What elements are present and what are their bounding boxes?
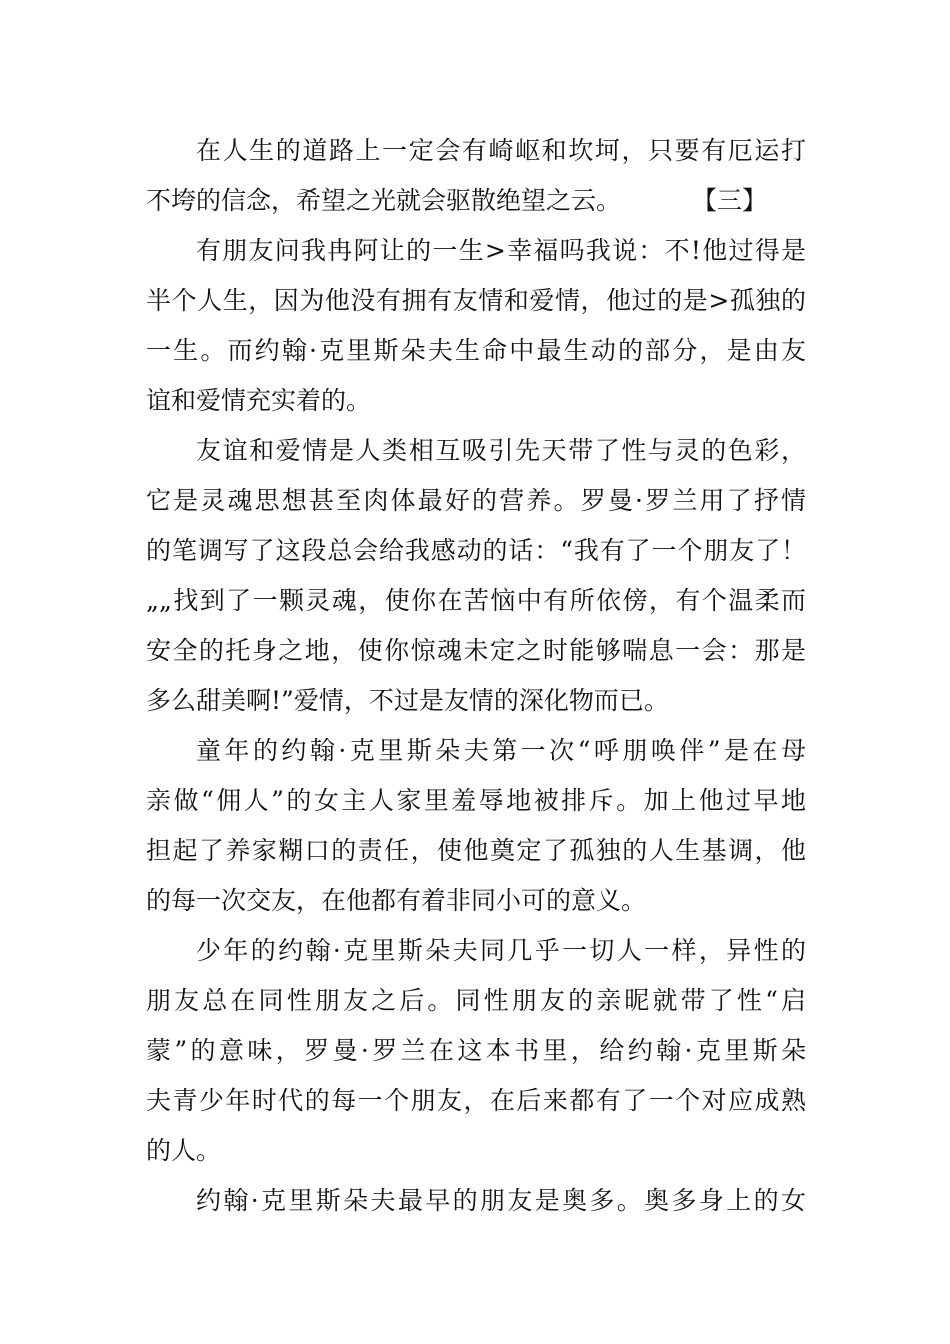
paragraph-5-line-1: 少年的约翰·克里斯朵夫同几乎一切人一样，异性的: [196, 936, 806, 965]
paragraph-3-line-6: 多么甜美啊!”爱情，不过是友情的深化物而已。: [146, 686, 669, 715]
paragraph-2-line-1: 有朋友问我冉阿让的一生>幸福吗我说：不!他过得是: [196, 236, 806, 265]
paragraph-5-line-2: 朋友总在同性朋友之后。同性朋友的亲昵就带了性“启: [146, 986, 806, 1015]
paragraph-4-line-2: 亲做“佣人”的女主人家里羞辱地被排斥。加上他过早地: [146, 786, 806, 815]
paragraph-6-line-1: 约翰·克里斯朵夫最早的朋友是奥多。奥多身上的女: [196, 1186, 806, 1215]
paragraph-3-line-4: „„找到了一颗灵魂，使你在苦恼中有所依傍，有个温柔而: [146, 586, 806, 615]
paragraph-2-line-3: 一生。而约翰·克里斯朵夫生命中最生动的部分，是由友: [146, 336, 806, 365]
paragraph-5-line-5: 的人。: [146, 1136, 222, 1165]
paragraph-1-line-2: [146, 181, 806, 221]
paragraph-2-line-2: 半个人生，因为他没有拥有友情和爱情，他过的是>孤独的: [146, 286, 806, 315]
section-marker: 【三】: [692, 186, 768, 215]
paragraph-5-line-4: 夫青少年时代的每一个朋友，在后来都有了一个对应成熟: [146, 1086, 806, 1115]
paragraph-4-line-4: 的每一次交友，在他都有着非同小可的意义。: [146, 886, 647, 915]
paragraph-1-line-2-text: 不垮的信念，希望之光就会驱散绝望之云。: [146, 186, 622, 215]
paragraph-3-line-3: 的笔调写了这段总会给我感动的话：“我有了一个朋友了！: [146, 536, 806, 565]
paragraph-3-line-2: 它是灵魂思想甚至肉体最好的营养。罗曼·罗兰用了抒情: [146, 486, 806, 515]
paragraph-4-line-3: 担起了养家糊口的责任，使他奠定了孤独的人生基调，他: [146, 836, 806, 865]
paragraph-3-line-1: 友谊和爱情是人类相互吸引先天带了性与灵的色彩，: [196, 436, 806, 465]
paragraph-5-line-3: 蒙”的意味，罗曼·罗兰在这本书里，给约翰·克里斯朵: [146, 1036, 806, 1065]
paragraph-4-line-1: 童年的约翰·克里斯朵夫第一次“呼朋唤伴”是在母: [196, 736, 806, 765]
paragraph-2-line-4: 谊和爱情充实着的。: [146, 386, 372, 415]
paragraph-3-line-5: 安全的托身之地，使你惊魂未定之时能够喘息一会：那是: [146, 636, 806, 665]
paragraph-1-line-1: 在人生的道路上一定会有崎岖和坎坷，只要有厄运打: [196, 136, 806, 165]
